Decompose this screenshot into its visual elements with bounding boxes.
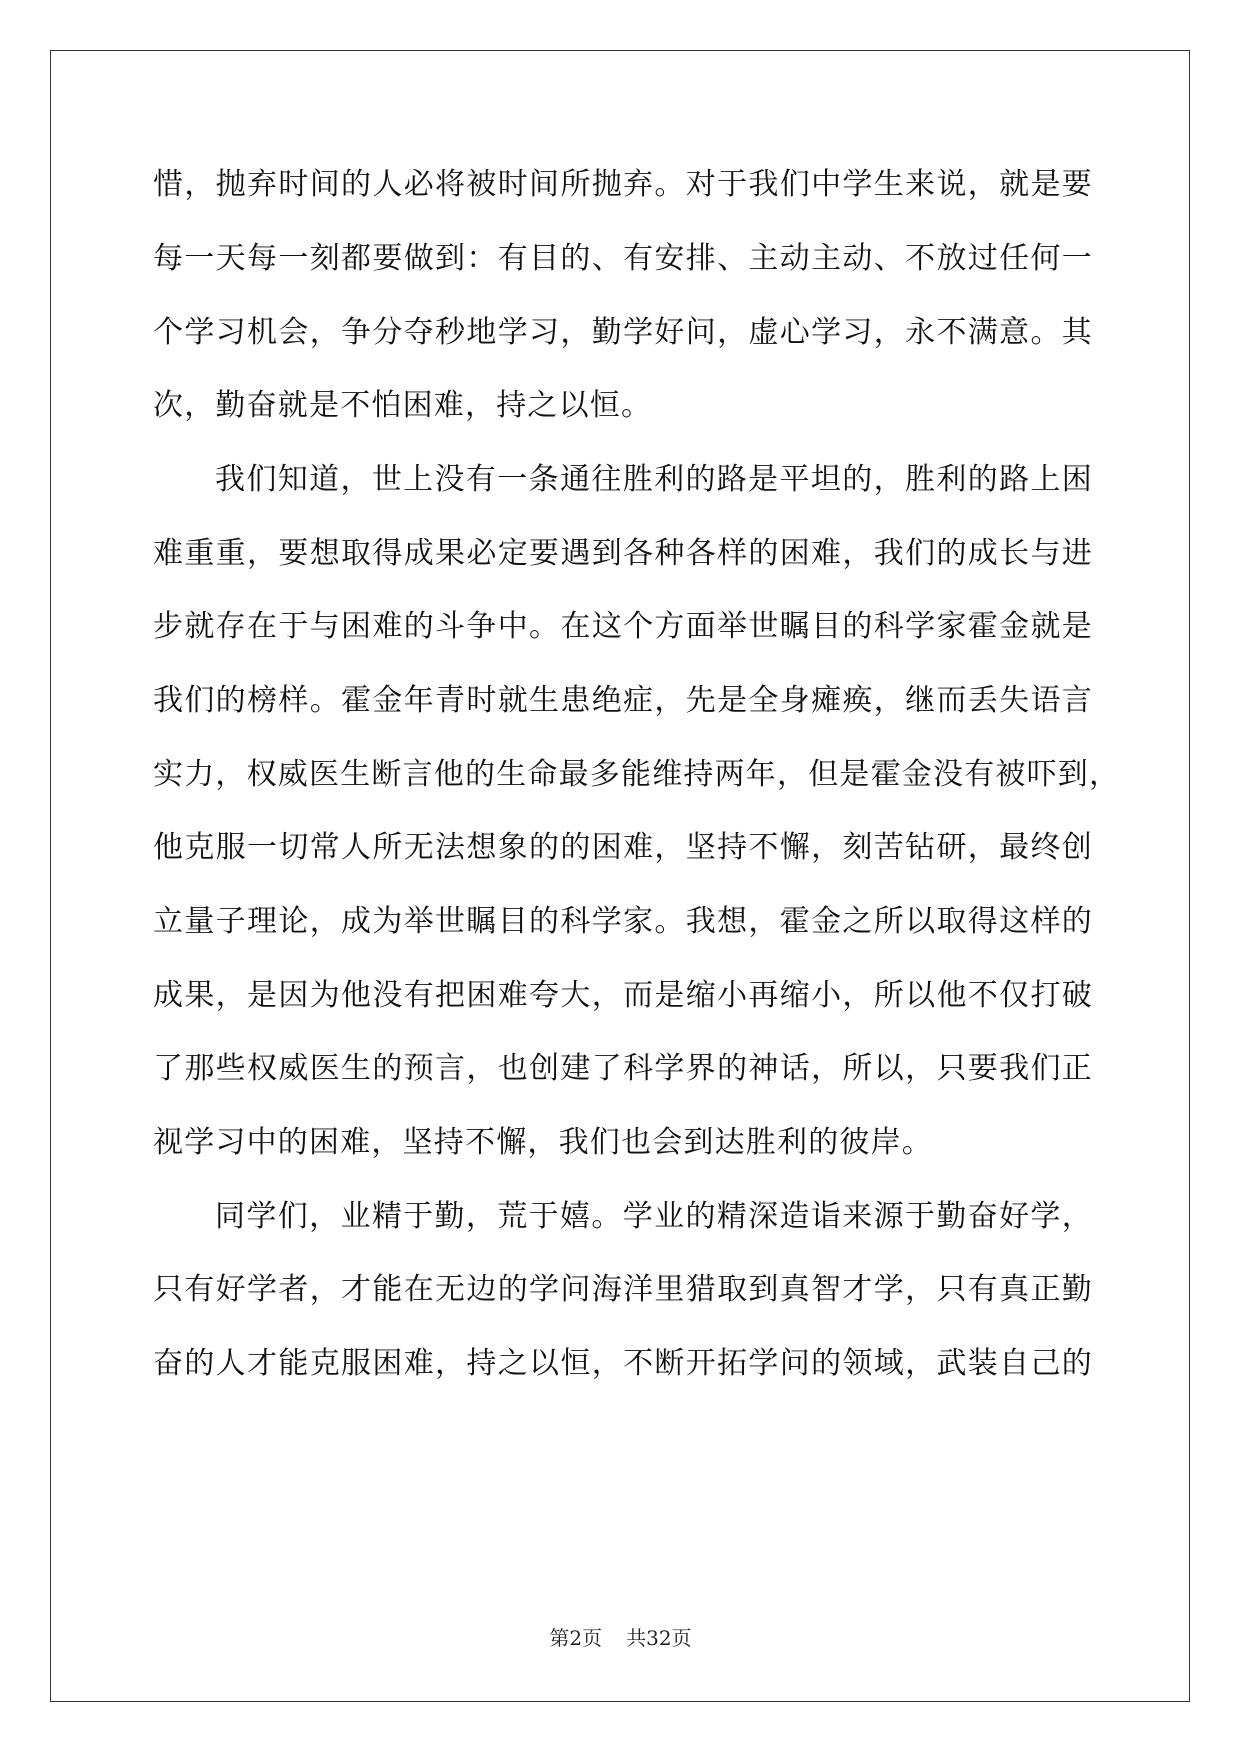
text-line: 步就存在于与困难的斗争中。在这个方面举世瞩目的科学家霍金就是	[153, 609, 1093, 644]
text-line: 难重重，要想取得成果必定要遇到各种各样的困难，我们的成长与进	[153, 536, 1093, 571]
page-number: 第2页	[549, 1626, 603, 1650]
text-line: 惜，抛弃时间的人必将被时间所抛弃。对于我们中学生来说，就是要	[153, 167, 1093, 202]
text-line: 视学习中的困难，坚持不懈，我们也会到达胜利的彼岸。	[153, 1125, 933, 1160]
text-line: 次，勤奋就是不怕困难，持之以恒。	[153, 388, 653, 423]
text-line: 只有好学者，才能在无边的学问海洋里猎取到真智才学，只有真正勤	[153, 1272, 1093, 1307]
text-line: 实力，权威医生断言他的生命最多能维持两年，但是霍金没有被吓到，	[153, 757, 1121, 792]
text-line: 立量子理论，成为举世瞩目的科学家。我想，霍金之所以取得这样的	[153, 904, 1093, 939]
text-line: 我们的榜样。霍金年青时就生患绝症，先是全身瘫痪，继而丢失语言	[153, 683, 1093, 718]
text-line: 他克服一切常人所无法想象的的困难，坚持不懈，刻苦钻研，最终创	[153, 830, 1093, 865]
text-line: 奋的人才能克服困难，持之以恒，不断开拓学问的领域，武装自己的	[153, 1346, 1093, 1381]
text-line: 每一天每一刻都要做到：有目的、有安排、主动主动、不放过任何一	[153, 241, 1093, 276]
page-footer	[0, 1626, 1241, 1650]
page-border	[50, 50, 1190, 1702]
paragraph-first-line: 同学们，业精于勤，荒于嬉。学业的精深造诣来源于勤奋好学，	[215, 1199, 1093, 1234]
text-line: 个学习机会，争分夺秒地学习，勤学好问，虚心学习，永不满意。其	[153, 315, 1093, 350]
text-line: 成果，是因为他没有把困难夸大，而是缩小再缩小，所以他不仅打破	[153, 978, 1093, 1013]
text-line: 了那些权威医生的预言，也创建了科学界的神话，所以，只要我们正	[153, 1051, 1093, 1086]
total-pages: 共32页	[626, 1626, 692, 1650]
paragraph-first-line: 我们知道，世上没有一条通往胜利的路是平坦的，胜利的路上困	[215, 462, 1093, 497]
